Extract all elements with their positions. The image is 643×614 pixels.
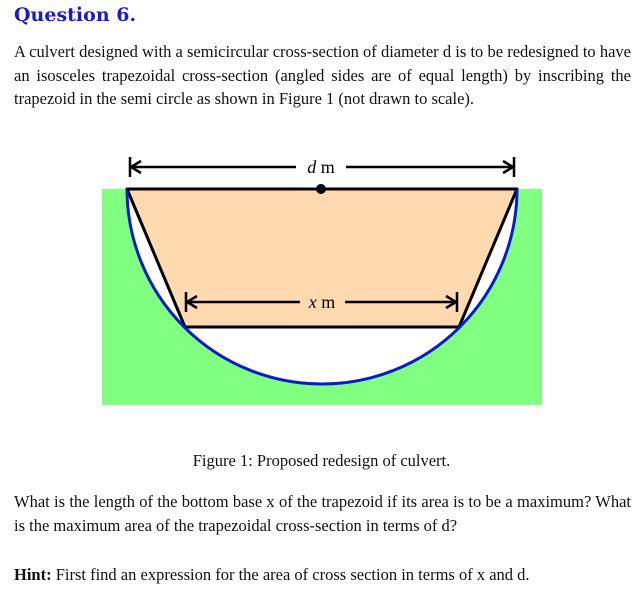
hint-label: Hint: bbox=[14, 565, 52, 584]
question-text: What is the length of the bottom base x of the trapezoid if its area is to be a maximum? What is the maximum area of the trapezoidal cross-section in terms of d? bbox=[14, 492, 631, 535]
hint bbox=[14, 563, 631, 587]
question-heading: Question 6. bbox=[14, 4, 137, 26]
base-label: x m bbox=[308, 292, 336, 312]
figure-caption: Figure 1: Proposed redesign of culvert. bbox=[192, 451, 451, 470]
culvert-figure bbox=[0, 150, 643, 420]
diameter-label: d m bbox=[307, 157, 335, 177]
center-point bbox=[316, 184, 326, 194]
hint-text: First find an expression for the area of cross section in terms of x and d. bbox=[55, 565, 530, 584]
problem-statement: A culvert designed with a semicircular cross-section of diameter d is to be redesigned to have an isosceles trapezoidal cross-section (angled sides are of equal length) by inscribing the trapezoid in the semi circle as shown in Figure 1 (not drawn to scale). bbox=[14, 42, 631, 108]
